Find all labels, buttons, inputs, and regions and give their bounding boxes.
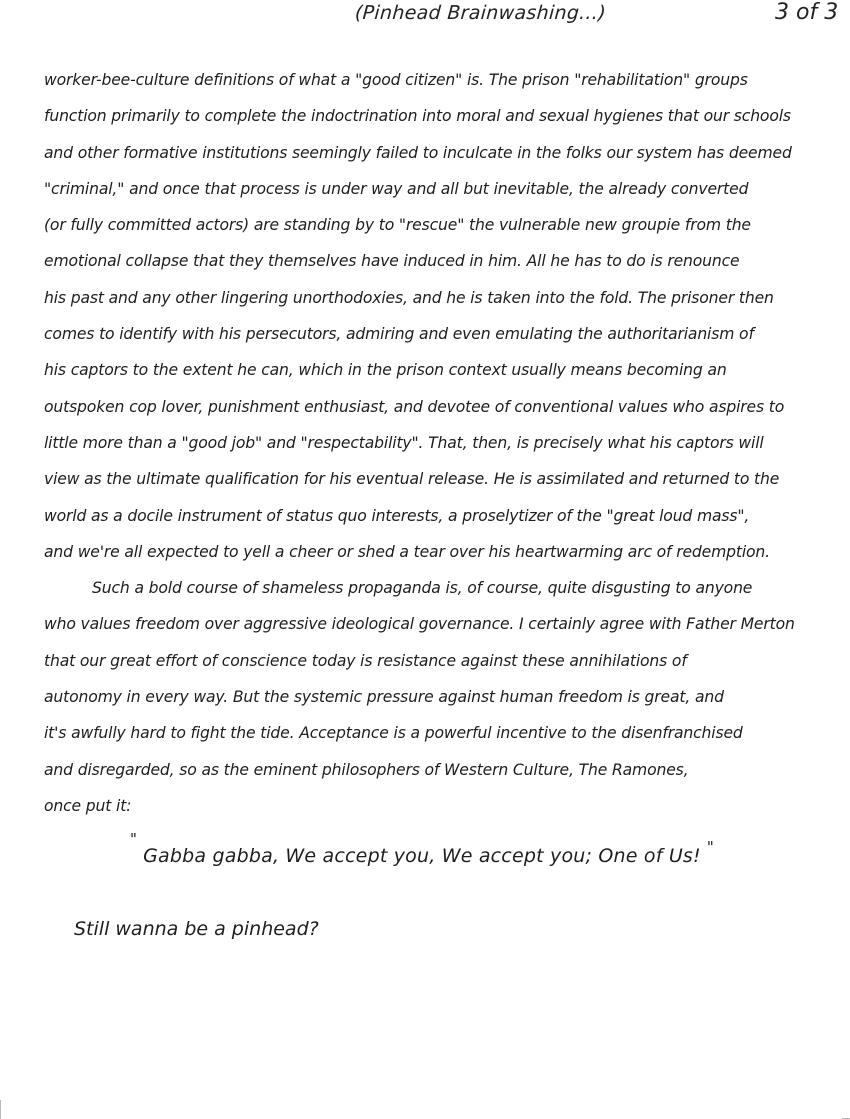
closing-question: Still wanna be a pinhead? [74,918,319,940]
text-line: autonomy in every way. But the systemic pressure against human freedom is great, and [44,688,724,707]
page-header-title: (Pinhead Brainwashing...) [354,2,607,24]
text-line: and we're all expected to yell a cheer or shed a tear over his heartwarming arc of redemption. [44,542,770,561]
text-line: function primarily to complete the indoctrination into moral and sexual hygienes that our schools [44,107,791,126]
paragraph-start-line: Such a bold course of shameless propaganda is, of course, quite disgusting to anyone [92,579,753,598]
open-quote-mark: " [130,830,138,848]
text-line: and disregarded, so as the eminent philosophers of Western Culture, The Ramones, [44,760,689,779]
quote-text: Gabba gabba, We accept you, We accept you; One of Us! [143,845,701,867]
text-line: world as a docile instrument of status quo interests, a proselytizer of the "great loud mass", [44,506,750,525]
text-line: and other formative institutions seemingly failed to inculcate in the folks our system has deemed [44,143,792,162]
text-line: little more than a "good job" and "respectability". That, then, is precisely what his captors will [44,433,764,452]
text-line: his past and any other lingering unorthodoxies, and he is taken into the fold. The prisoner then [44,288,774,307]
text-line: once put it: [44,796,132,815]
ramones-quote [130,830,714,867]
text-line: comes to identify with his persecutors, admiring and even emulating the authoritarianism of [44,325,754,344]
page-number: 3 of 3 [775,0,839,25]
text-line: view as the ultimate qualification for his eventual release. He is assimilated and returned to the [44,470,780,489]
text-line: "criminal," and once that process is under way and all but inevitable, the already converted [44,179,749,198]
text-line: (or fully committed actors) are standing by to "rescue" the vulnerable new groupie from the [44,216,751,235]
text-line: outspoken cop lover, punishment enthusiast, and devotee of conventional values who aspires to [44,397,785,416]
text-line: that our great effort of conscience today is resistance against these annihilations of [44,651,687,670]
text-line: it's awfully hard to fight the tide. Acceptance is a powerful incentive to the disenfranchised [44,724,743,743]
text-line: worker-bee-culture definitions of what a "good citizen" is. The prison "rehabilitation" groups [44,71,748,89]
text-line: emotional collapse that they themselves have induced in him. All he has to do is renounce [44,252,740,271]
scan-edge-mark [0,1100,1,1119]
close-quote-mark: " [706,838,714,856]
text-line: his captors to the extent he can, which in the prison context usually means becoming an [44,361,727,380]
body-text [44,62,844,824]
text-line: who values freedom over aggressive ideological governance. I certainly agree with Father Merton [44,615,795,634]
